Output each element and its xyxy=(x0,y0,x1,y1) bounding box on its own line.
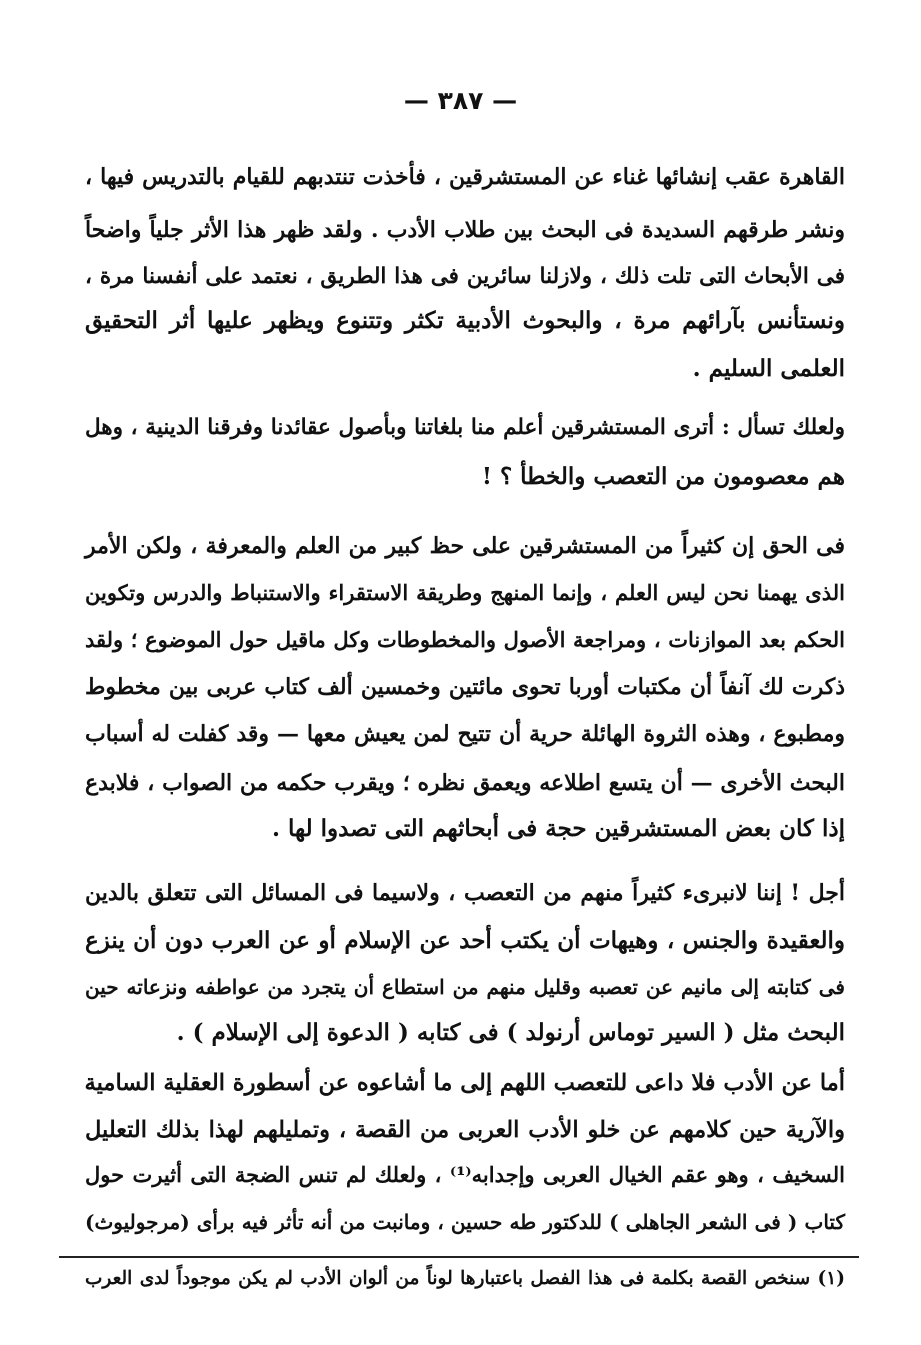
footnote: (١) سنخص القصة بكلمة فى هذا الفصل باعتبارها لوناً من ألوان الأدب لم يكن موجوداً لدى العرب xyxy=(85,1268,845,1289)
paragraph-3-line-1: فى الحق إن كثيراً من المستشرقين على حظ كبير من العلم والمعرفة ، ولكن الأمر xyxy=(85,533,845,559)
paragraph-3-line-5: ومطبوع ، وهذه الثروة الهائلة حرية أن تتيح لمن يعيش معها — وقد كفلت له أسباب xyxy=(85,721,845,747)
paragraph-4-line-4: البحث مثل ( السير توماس أرنولد ) فى كتابه ( الدعوة إلى الإسلام ) . xyxy=(176,1019,845,1046)
paragraph-3-line-7: إذا كان بعض المستشرقين حجة فى أبحاثهم التى تصدوا لها . xyxy=(272,815,845,842)
paragraph-5-line-4: كتاب ( فى الشعر الجاهلى ) للدكتور طه حسين ، ومانبت من أنه تأثر فيه برأى (مرجوليوث) xyxy=(85,1210,845,1234)
paragraph-4-line-2: والعقيدة والجنس ، وهيهات أن يكتب أحد عن الإسلام أو عن العرب دون أن ينزع xyxy=(85,927,845,954)
paragraph-5-line-1: أما عن الأدب فلا داعى للتعصب اللهم إلى ما أشاعوه عن أسطورة العقلية السامية xyxy=(84,1070,845,1096)
paragraph-3-line-4: ذكرت لك آنفاً أن مكتبات أوربا تحوى مائتين وخمسين ألف كتاب عربى بين مخطوط xyxy=(85,674,845,700)
paragraph-4-line-3: فى كتابته إلى مانيم عن تعصبه وقليل منهم من استطاع أن يتجرد من عواطفه ونزعاته حين xyxy=(85,975,845,999)
paragraph-3-line-2: الذى يهمنا نحن ليس العلم ، وإنما المنهج وطريقة الاستقراء والاستنباط والدرس وتكوين xyxy=(85,580,845,605)
paragraph-1-line-2: ونشر طرقهم السديدة فى البحث بين طلاب الأدب . ولقد ظهر هذا الأثر جلياً واضحاً xyxy=(85,217,845,243)
paragraph-1-line-1: القاهرة عقب إنشائها غناء عن المستشرقين ، فأخذت تنتدبهم للقيام بالتدريس فيها ، xyxy=(85,164,845,190)
paragraph-2-line-1: ولعلك تسأل : أترى المستشرقين أعلم منا بلغاتنا وبأصول عقائدنا وفرقنا الدينية ، وهل xyxy=(85,415,845,440)
paragraph-5-line-3: السخيف ، وهو عقم الخيال العربى وإجدابه⁽¹⁾ ، ولعلك لم تنس الضجة التى أثيرت حول xyxy=(85,1162,845,1187)
paragraph-1-line-3: فى الأبحاث التى تلت ذلك ، ولازلنا سائرين فى هذا الطريق ، نعتمد على أنفسنا مرة ، xyxy=(85,264,845,289)
paragraph-5-line-2: والآرية حين كلامهم عن خلو الأدب العربى من القصة ، وتمليلهم لهذا بذلك التعليل xyxy=(85,1117,845,1143)
page-number: — ٣٨٧ — xyxy=(403,86,518,115)
paragraph-4-line-1: أجل ! إننا لانبرىء كثيراً منهم من التعصب ، ولاسيما فى المسائل التى تتعلق بالدين xyxy=(85,880,845,906)
paragraph-1-line-4: ونستأنس بآرائهم مرة ، والبحوث الأدبية تكثر وتتنوع ويظهر عليها أثر التحقيق xyxy=(85,307,845,334)
paragraph-3-line-3: الحكم بعد الموازنات ، ومراجعة الأصول والمخطوطات وكل ماقيل حول الموضوع ؛ ولقد xyxy=(85,627,845,652)
paragraph-1-line-5: العلمى السليم . xyxy=(692,355,845,382)
paragraph-2-line-2: هم معصومون من التعصب والخطأ ؟ ! xyxy=(481,463,845,490)
paragraph-3-line-6: البحث الأخرى — أن يتسع اطلاعه ويعمق نظره ؛ ويقرب حكمه من الصواب ، فلابدع xyxy=(85,770,845,796)
footnote-divider xyxy=(59,1256,859,1258)
